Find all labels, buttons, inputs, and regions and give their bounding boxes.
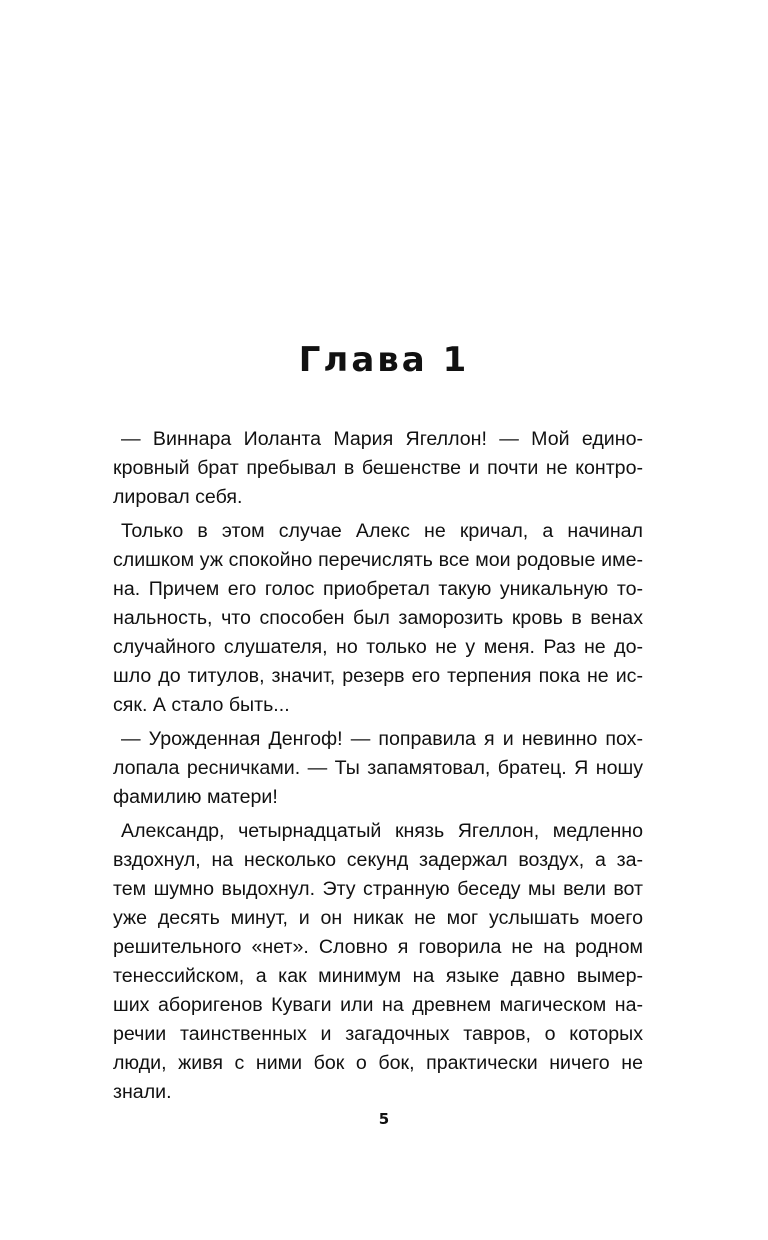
text-line: лировал себя.: [113, 486, 243, 508]
paragraph: [113, 425, 643, 512]
text-line: люди, живя с ними бок о бок, практически ничего не: [113, 1052, 643, 1074]
text-line: ших аборигенов Куваги или на древнем магическом на-: [113, 994, 643, 1016]
text-line: решительного «нет». Словно я говорила не на родном: [113, 936, 643, 958]
text-line: на. Причем его голос приобретал такую уникальную то-: [113, 578, 643, 600]
text-line: тем шумно выдохнул. Эту странную беседу мы вели вот: [113, 878, 643, 900]
paragraph: [113, 725, 643, 812]
text-line: шло до титулов, значит, резерв его терпения пока не ис-: [113, 665, 643, 687]
text-line: Александр, четырнадцатый князь Ягеллон, медленно: [121, 820, 643, 842]
text-line: уже десять минут, и он никак не мог услышать моего: [113, 907, 643, 929]
paragraph: [113, 517, 643, 720]
text-line: речии таинственных и загадочных тавров, о которых: [113, 1023, 643, 1045]
chapter-title: Глава 1: [298, 340, 470, 380]
text-line: случайного слушателя, но только не у меня. Раз не до-: [113, 636, 643, 658]
text-line: — Урожденная Денгоф! — поправила я и невинно пох-: [121, 728, 643, 750]
text-line: тенессийском, а как минимум на языке давно вымер-: [113, 965, 643, 987]
text-line: — Виннара Иоланта Мария Ягеллон! — Мой едино-: [121, 428, 643, 450]
text-line: кровный брат пребывал в бешенстве и почти не контро-: [113, 457, 643, 479]
text-line: фамилию матери!: [113, 786, 278, 808]
text-line: вздохнул, на несколько секунд задержал воздух, а за-: [113, 849, 643, 871]
text-line: знали.: [113, 1081, 172, 1103]
text-line: Только в этом случае Алекс не кричал, а начинал: [121, 520, 643, 542]
text-line: сяк. А стало быть...: [113, 694, 290, 716]
paragraph: [113, 817, 643, 1107]
chapter-body: [113, 425, 643, 1107]
page-number: 5: [378, 1110, 390, 1128]
text-line: лопала ресничками. — Ты запамятовал, братец. Я ношу: [113, 757, 643, 779]
text-line: нальность, что способен был заморозить кровь в венах: [113, 607, 643, 629]
text-line: слишком уж спокойно перечислять все мои родовые име-: [113, 549, 643, 571]
